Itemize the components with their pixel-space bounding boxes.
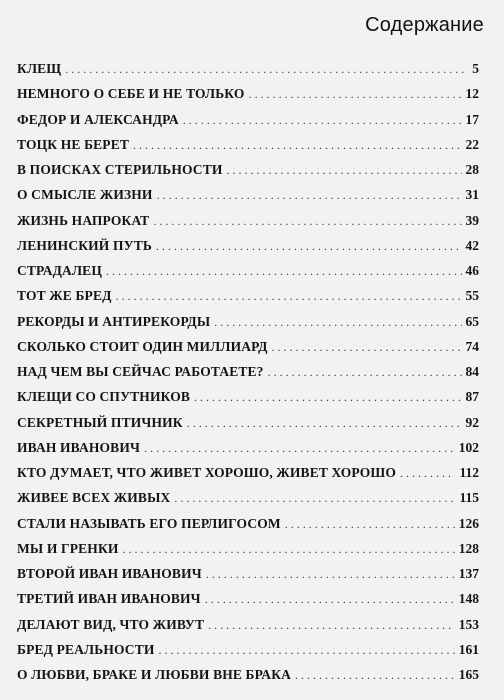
toc-entry[interactable] (0, 561, 504, 586)
page-title: Содержание (365, 14, 484, 36)
toc-entry-title: ТРЕТИЙ ИВАН ИВАНОВИЧ (17, 591, 201, 607)
toc-entry-page-number: 12 (465, 86, 479, 102)
toc-entry-title: СЕКРЕТНЫЙ ПТИЧНИК (17, 414, 183, 430)
toc-entry-content (17, 435, 479, 461)
toc-entry-title: СТРАДАЛЕЦ (17, 263, 102, 278)
toc-entry-page-number: 126 (458, 515, 479, 531)
toc-entry-content (17, 359, 479, 385)
toc-entry-content (17, 460, 479, 486)
toc-entry-page-number: 87 (465, 389, 479, 405)
toc-entry-page-number: 112 (459, 465, 479, 480)
toc-entry[interactable] (0, 410, 504, 435)
toc-entry[interactable] (0, 157, 504, 182)
toc-entry-title: В ПОИСКАХ СТЕРИЛЬНОСТИ (17, 162, 223, 177)
toc-entry[interactable] (0, 612, 504, 637)
dot-leader (268, 360, 462, 385)
toc-entry[interactable] (0, 182, 504, 207)
toc-entry-title: ЛЕНИНСКИЙ ПУТЬ (17, 237, 152, 253)
toc-entry-content (17, 208, 479, 234)
toc-entry-page-number: 46 (465, 263, 479, 278)
toc-entry-title: МЫ И ГРЕНКИ (17, 540, 119, 556)
dot-leader (214, 310, 461, 335)
dot-leader (116, 284, 462, 309)
toc-entry-title: ВТОРОЙ ИВАН ИВАНОВИЧ (17, 566, 202, 581)
toc-entry-content (17, 182, 479, 208)
dot-leader (272, 335, 462, 360)
toc-entry-page-number: 137 (458, 566, 479, 581)
dot-leader (106, 259, 462, 284)
toc-entry-content (17, 586, 479, 612)
toc-entry-content (17, 384, 479, 410)
toc-entry-content (17, 334, 479, 360)
toc-entry[interactable] (0, 283, 504, 308)
dot-leader (227, 158, 462, 183)
dot-leader (194, 385, 462, 410)
toc-entry-content (17, 56, 479, 82)
toc-entry-title: ТОТ ЖЕ БРЕД (17, 288, 112, 304)
toc-entry-page-number: 92 (465, 414, 479, 430)
toc-entry-content (17, 81, 479, 107)
toc-entry-title: КЛЕЩ (17, 61, 62, 76)
toc-entry-content (17, 283, 479, 309)
toc-entry[interactable] (0, 536, 504, 561)
dot-leader (187, 411, 462, 436)
toc-entry-title: ЖИВЕЕ ВСЕХ ЖИВЫХ (17, 490, 171, 506)
toc-entry-title: О ЛЮБВИ, БРАКЕ И ЛЮБВИ ВНЕ БРАКА (17, 667, 292, 682)
toc-entry-title: ДЕЛАЮТ ВИД, ЧТО ЖИВУТ (17, 616, 205, 632)
toc-entry[interactable] (0, 637, 504, 662)
toc-entry[interactable] (0, 81, 504, 106)
toc-entry-page-number: 39 (465, 212, 479, 228)
toc-entry-title: РЕКОРДЫ И АНТИРЕКОРДЫ (17, 313, 211, 329)
toc-entry-page-number: 55 (465, 288, 479, 304)
toc-entry-title: СКОЛЬКО СТОИТ ОДИН МИЛЛИАРД (17, 338, 268, 354)
dot-leader (174, 486, 455, 511)
toc-entry-page-number: 161 (458, 641, 479, 657)
toc-entry-page-number: 84 (465, 364, 479, 379)
toc-entry-page-number: 17 (465, 111, 479, 127)
toc-entry-content (17, 485, 479, 511)
toc-entry[interactable] (0, 309, 504, 334)
toc-entry[interactable] (0, 384, 504, 409)
toc-entry[interactable] (0, 132, 504, 157)
toc-entry-title: О СМЫСЛЕ ЖИЗНИ (17, 187, 153, 203)
toc-entry-content (17, 258, 479, 284)
toc-entry-page-number: 74 (465, 338, 479, 354)
dot-leader (65, 57, 465, 82)
toc-entry-title: ФЕДОР И АЛЕКСАНДРА (17, 111, 179, 127)
dot-leader (144, 436, 455, 461)
dot-leader (123, 537, 455, 562)
toc-entry[interactable] (0, 460, 504, 485)
toc-entry-page-number: 115 (459, 490, 479, 506)
toc-entry-page-number: 5 (472, 61, 479, 76)
toc-entry-content (17, 233, 479, 259)
toc-entry-page-number: 31 (465, 187, 479, 203)
toc-entry-content (17, 637, 479, 663)
toc-entry-page-number: 42 (465, 237, 479, 253)
toc-entry-content (17, 132, 479, 158)
toc-entry-content (17, 662, 479, 688)
toc-entry-page-number: 128 (458, 540, 479, 556)
toc-entry[interactable] (0, 334, 504, 359)
dot-leader (133, 133, 461, 158)
toc-entry-title: КЛЕЩИ СО СПУТНИКОВ (17, 389, 190, 405)
toc-entry[interactable] (0, 107, 504, 132)
dot-leader (249, 82, 462, 107)
toc-entry-title: КТО ДУМАЕТ, ЧТО ЖИВЕТ ХОРОШО, ЖИВЕТ ХОРОШО (17, 465, 396, 480)
toc-entry[interactable] (0, 56, 504, 81)
toc-entry-title: БРЕД РЕАЛЬНОСТИ (17, 641, 155, 657)
toc-entry-content (17, 511, 479, 537)
dot-leader (183, 108, 462, 133)
toc-entry-title: НЕМНОГО О СЕБЕ И НЕ ТОЛЬКО (17, 86, 245, 102)
toc-entry-page-number: 165 (458, 667, 479, 682)
toc-entry-page-number: 102 (458, 439, 479, 455)
dot-leader (208, 613, 455, 638)
toc-entry-content (17, 157, 479, 183)
dot-leader (285, 512, 455, 537)
table-of-contents (0, 56, 504, 687)
toc-entry[interactable] (0, 586, 504, 611)
toc-entry-title: ЖИЗНЬ НАПРОКАТ (17, 212, 150, 228)
toc-entry[interactable] (0, 359, 504, 384)
toc-entry[interactable] (0, 485, 504, 510)
dot-leader (206, 562, 455, 587)
toc-entry[interactable] (0, 511, 504, 536)
toc-entry-content (17, 536, 479, 562)
dot-leader (400, 461, 455, 486)
toc-entry[interactable] (0, 208, 504, 233)
toc-entry-title: ТОЦК НЕ БЕРЕТ (17, 136, 130, 152)
toc-entry-page-number: 22 (465, 136, 479, 152)
toc-entry-content (17, 410, 479, 436)
toc-entry-page-number: 28 (465, 162, 479, 177)
dot-leader (156, 234, 462, 259)
toc-entry-title: ИВАН ИВАНОВИЧ (17, 439, 141, 455)
toc-entry-content (17, 612, 479, 638)
toc-entry-title: СТАЛИ НАЗЫВАТЬ ЕГО ПЕРЛИГОСОМ (17, 515, 281, 531)
toc-entry-page-number: 65 (465, 313, 479, 329)
dot-leader (205, 587, 455, 612)
dot-leader (157, 183, 462, 208)
toc-entry-content (17, 561, 479, 587)
toc-entry-content (17, 107, 479, 133)
dot-leader (295, 663, 455, 688)
toc-entry-content (17, 309, 479, 335)
dot-leader (159, 638, 455, 663)
toc-entry-page-number: 153 (458, 616, 479, 632)
toc-entry[interactable] (0, 662, 504, 687)
toc-entry[interactable] (0, 233, 504, 258)
toc-entry[interactable] (0, 258, 504, 283)
toc-entry-title: НАД ЧЕМ ВЫ СЕЙЧАС РАБОТАЕТЕ? (17, 364, 264, 379)
dot-leader (153, 209, 461, 234)
toc-entry[interactable] (0, 435, 504, 460)
toc-entry-page-number: 148 (458, 591, 479, 607)
